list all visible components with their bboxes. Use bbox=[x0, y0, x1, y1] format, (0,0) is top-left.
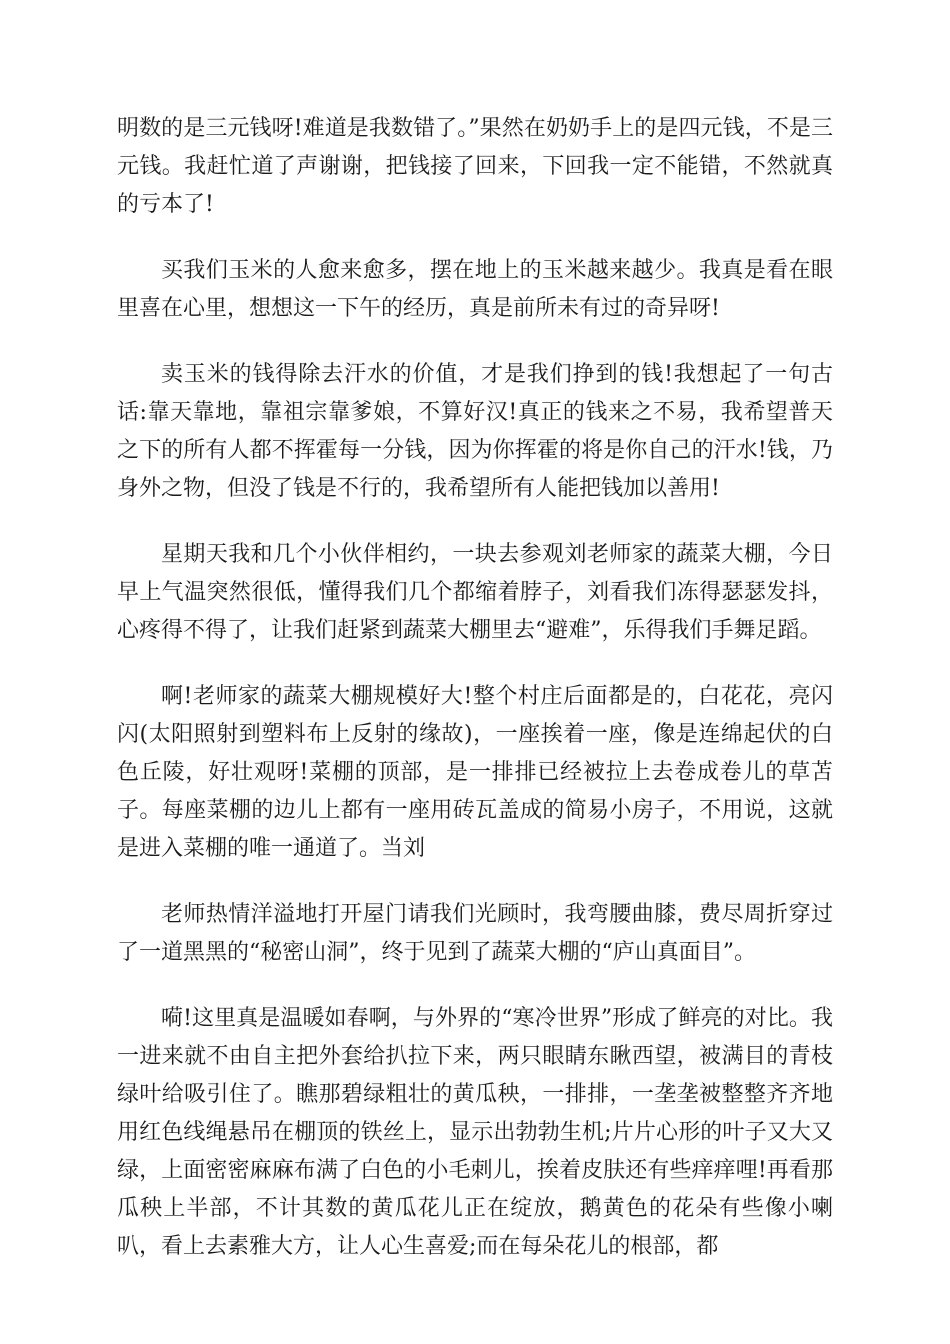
paragraph: 啊!老师家的蔬菜大棚规模好大!整个村庄后面都是的，白花花，亮闪闪(太阳照射到塑料布上反射的缘故)，一座挨着一座，像是连绵起伏的白色丘陵，好壮观呀!菜棚的顶部，是一排排已经被拉上去卷成卷儿的草苫子。每座菜棚的边儿上都有一座用砖瓦盖成的简易小房子，不用说，这就是进入菜棚的唯一通道了。当刘 bbox=[117, 684, 833, 861]
paragraph: 星期天我和几个小伙伴相约，一块去参观刘老师家的蔬菜大棚，今日早上气温突然很低，懂得我们几个都缩着脖子，刘看我们冻得瑟瑟发抖，心疼得不得了，让我们赶紧到蔬菜大棚里去“避难”，乐得我们手舞足蹈。 bbox=[117, 542, 833, 643]
paragraph: 嗬!这里真是温暖如春啊，与外界的“寒冷世界”形成了鲜亮的对比。我一进来就不由自主把外套给扒拉下来，两只眼睛东瞅西望，被满目的青枝绿叶给吸引住了。瞧那碧绿粗壮的黄瓜秧，一排排，一垄垄被整整齐齐地用红色线绳悬吊在棚顶的铁丝上，显示出勃勃生机;片片心形的叶子又大又绿，上面密密麻麻布满了白色的小毛刺儿，挨着皮肤还有些痒痒哩!再看那瓜秧上半部，不计其数的黄瓜花儿正在绽放，鹅黄色的花朵有些像小喇叭，看上去素雅大方，让人心生喜爱;而在每朵花儿的根部，都 bbox=[117, 1006, 833, 1259]
paragraph-continued: 明数的是三元钱呀!难道是我数错了。”果然在奶奶手上的是四元钱，不是三元钱。我赶忙道了声谢谢，把钱接了回来，下回我一定不能错，不然就真的亏本了! bbox=[117, 116, 833, 217]
document-page bbox=[117, 110, 833, 1266]
paragraph: 卖玉米的钱得除去汗水的价值，才是我们挣到的钱!我想起了一句古话:靠天靠地，靠祖宗靠爹娘，不算好汉!真正的钱来之不易，我希望普天之下的所有人都不挥霍每一分钱，因为你挥霍的将是你自己的汗水!钱，乃身外之物，但没了钱是不行的，我希望所有人能把钱加以善用! bbox=[117, 362, 833, 501]
paragraph: 老师热情洋溢地打开屋门请我们光顾时，我弯腰曲膝，费尽周折穿过了一道黑黑的“秘密山洞”，终于见到了蔬菜大棚的“庐山真面目”。 bbox=[117, 902, 833, 965]
paragraph: 买我们玉米的人愈来愈多，摆在地上的玉米越来越少。我真是看在眼里喜在心里，想想这一下午的经历，真是前所未有过的奇异呀! bbox=[117, 258, 833, 321]
